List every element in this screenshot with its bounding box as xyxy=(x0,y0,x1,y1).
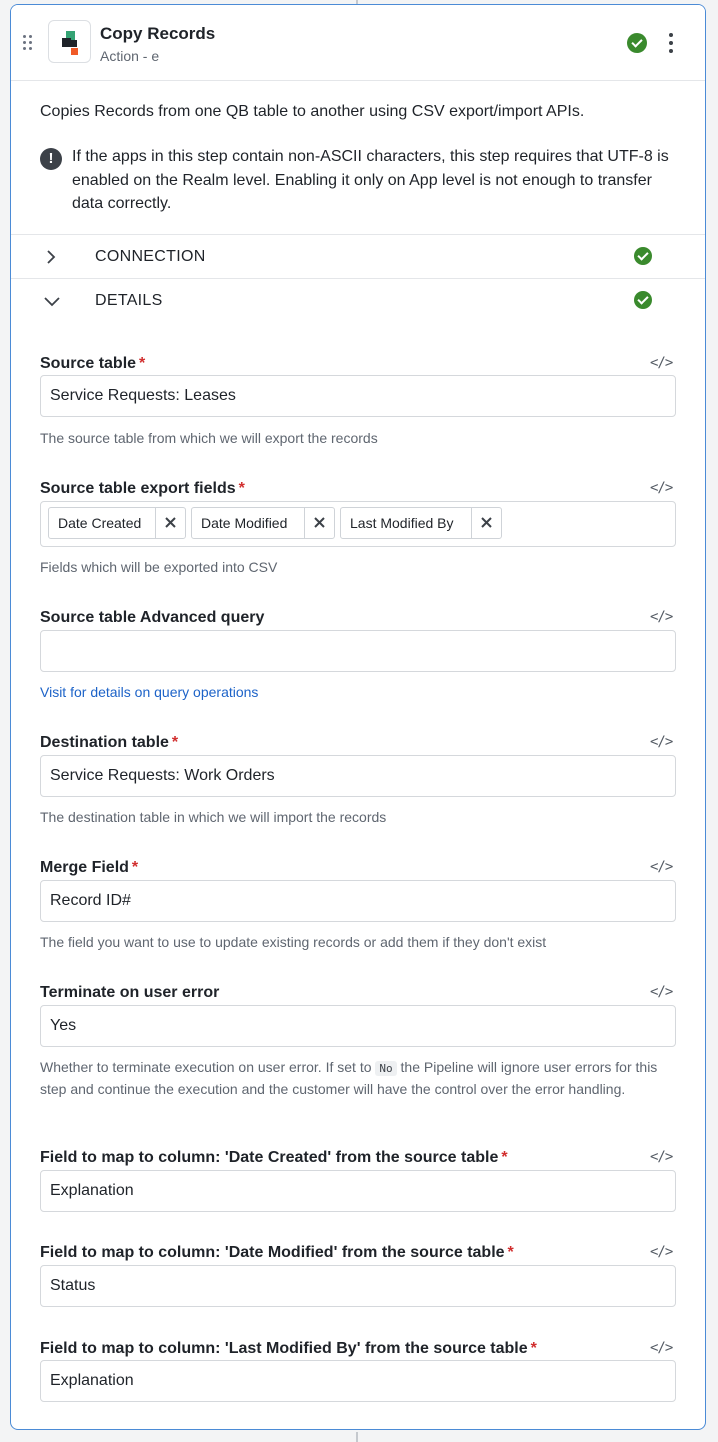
source-table-helper: The source table from which we will export the records xyxy=(40,430,378,446)
code-icon[interactable]: </> xyxy=(650,355,673,371)
export-fields-multiselect[interactable] xyxy=(40,501,676,547)
step-header[interactable] xyxy=(11,5,705,81)
terminate-select[interactable]: Yes xyxy=(40,1005,676,1047)
section-connection-label: CONNECTION xyxy=(95,248,206,265)
step-subtitle: Action - e xyxy=(100,48,160,64)
tag-date-created xyxy=(48,507,186,539)
code-icon[interactable]: </> xyxy=(650,1149,673,1165)
map-date-created-select[interactable]: Explanation xyxy=(40,1170,676,1212)
step-card xyxy=(10,4,706,1430)
tag-date-modified xyxy=(191,507,335,539)
quickbase-logo-icon xyxy=(48,20,91,63)
tag-label: Last Modified By xyxy=(350,515,454,531)
code-icon[interactable]: </> xyxy=(650,1244,673,1260)
code-icon[interactable]: </> xyxy=(650,480,673,496)
tag-label: Date Modified xyxy=(201,515,288,531)
code-icon[interactable]: </> xyxy=(650,1340,673,1356)
tag-label: Date Created xyxy=(58,515,142,531)
query-operations-link[interactable]: Visit for details on query operations xyxy=(40,684,259,700)
close-icon[interactable] xyxy=(155,508,185,538)
field-label-source-table: Source table * xyxy=(40,355,146,372)
section-details-label: DETAILS xyxy=(95,292,163,309)
check-circle-icon xyxy=(634,247,652,265)
advanced-query-input[interactable] xyxy=(40,630,676,672)
section-connection[interactable] xyxy=(11,234,705,278)
drag-handle-icon[interactable] xyxy=(23,35,35,51)
chevron-down-icon xyxy=(44,294,58,308)
field-label-map-date-created: Field to map to column: 'Date Created' from the source table * xyxy=(40,1149,508,1166)
map-last-modified-by-select[interactable]: Explanation xyxy=(40,1360,676,1402)
field-label-map-last-modified-by: Field to map to column: 'Last Modified By' from the source table * xyxy=(40,1340,537,1357)
code-icon[interactable]: </> xyxy=(650,984,673,1000)
field-label-terminate: Terminate on user error xyxy=(40,984,220,1001)
terminate-helper: Whether to terminate execution on user error. If set to No the Pipeline will ignore user errors for this step and continue the execution and the customer will have the control over the error handling. xyxy=(40,1059,658,1097)
code-icon[interactable]: </> xyxy=(650,609,673,625)
close-icon[interactable] xyxy=(471,508,501,538)
export-fields-helper: Fields which will be exported into CSV xyxy=(40,559,278,575)
field-label-map-date-modified: Field to map to column: 'Date Modified' from the source table * xyxy=(40,1244,514,1261)
warning-text: If the apps in this step contain non-ASCII characters, this step requires that UTF-8 is enabled on the Realm level. Enabling it only on App level is not enough to transfer data correctly. xyxy=(72,148,669,212)
merge-field-helper: The field you want to use to update existing records or add them if they don't exist xyxy=(40,934,547,950)
section-details[interactable] xyxy=(11,278,705,322)
source-table-select[interactable]: Service Requests: Leases xyxy=(40,375,676,417)
step-title: Copy Records xyxy=(100,24,216,43)
merge-field-select[interactable]: Record ID# xyxy=(40,880,676,922)
step-description: Copies Records from one QB table to another using CSV export/import APIs. xyxy=(40,103,585,120)
check-circle-icon xyxy=(634,291,652,309)
tag-last-modified-by xyxy=(340,507,502,539)
field-label-export-fields: Source table export fields * xyxy=(40,480,245,497)
more-vertical-icon[interactable] xyxy=(661,32,681,54)
code-icon[interactable]: </> xyxy=(650,859,673,875)
field-label-merge-field: Merge Field * xyxy=(40,859,139,876)
flow-connector-bottom xyxy=(356,1432,358,1442)
field-label-destination-table: Destination table * xyxy=(40,734,179,751)
field-label-advanced-query: Source table Advanced query xyxy=(40,609,265,626)
destination-table-helper: The destination table in which we will import the records xyxy=(40,809,387,825)
warning-icon: ! xyxy=(40,148,62,170)
check-circle-icon xyxy=(627,33,647,53)
inline-code: No xyxy=(375,1061,396,1076)
destination-table-select[interactable]: Service Requests: Work Orders xyxy=(40,755,676,797)
code-icon[interactable]: </> xyxy=(650,734,673,750)
map-date-modified-select[interactable]: Status xyxy=(40,1265,676,1307)
chevron-right-icon xyxy=(44,250,58,264)
close-icon[interactable] xyxy=(304,508,334,538)
